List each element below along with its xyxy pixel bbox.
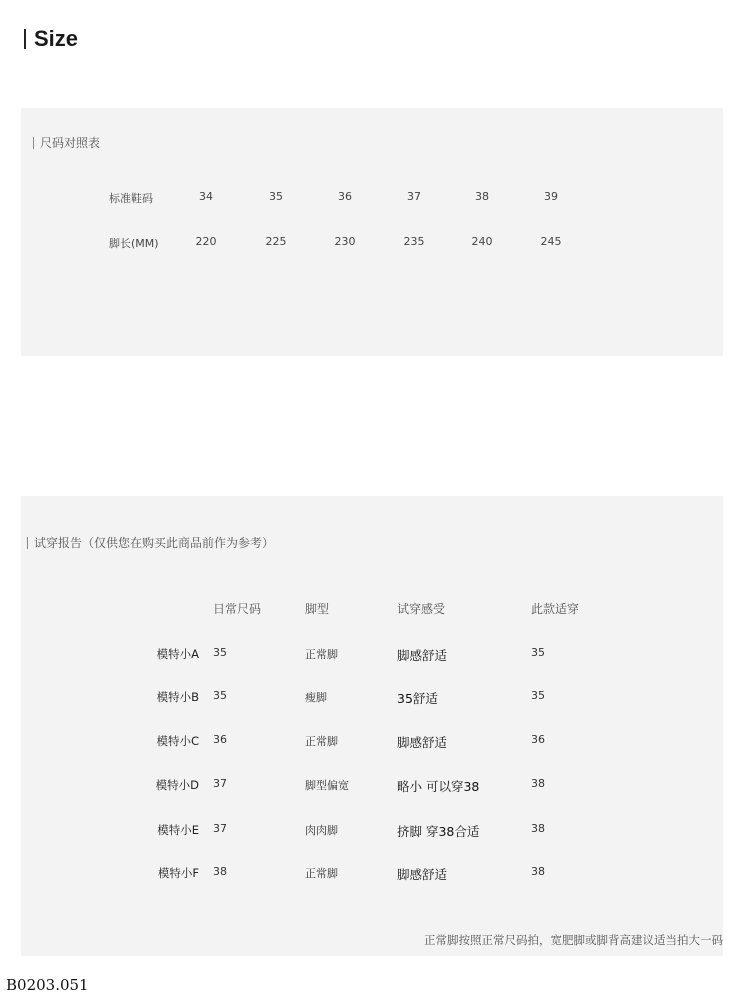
size-cell: 235 bbox=[403, 235, 425, 248]
table-row bbox=[21, 777, 723, 795]
product-code: B0203.051 bbox=[0, 970, 118, 1000]
trial-report-title-text: 试穿报告（仅供您在购买此商品前作为参考） bbox=[34, 536, 275, 550]
daily-size: 35 bbox=[213, 646, 227, 659]
sizing-footnote: 正常脚按照正常尺码拍，宽肥脚或脚背高建议适当拍大一码 bbox=[424, 933, 723, 947]
trial-report-header-row bbox=[21, 600, 723, 616]
column-header: 此款适穿 bbox=[531, 602, 580, 616]
model-name: 模特小A bbox=[156, 647, 199, 661]
size-cell: 34 bbox=[199, 190, 213, 203]
fit-feeling: 略小 可以穿38 bbox=[397, 779, 480, 794]
header-accent-bar bbox=[24, 29, 26, 49]
page-title: Size bbox=[34, 26, 79, 51]
size-cell: 225 bbox=[265, 235, 287, 248]
fit-feeling: 挤脚 穿38合适 bbox=[397, 824, 480, 839]
size-row-standard bbox=[21, 190, 723, 206]
fit-feeling: 35舒适 bbox=[397, 691, 438, 706]
recommended-size: 35 bbox=[531, 689, 545, 702]
fit-feeling: 脚感舒适 bbox=[397, 867, 448, 882]
foot-type: 瘦脚 bbox=[305, 691, 327, 704]
recommended-size: 38 bbox=[531, 865, 545, 878]
size-cell: 38 bbox=[475, 190, 489, 203]
table-row bbox=[21, 689, 723, 707]
daily-size: 36 bbox=[213, 733, 227, 746]
size-cell: 240 bbox=[471, 235, 493, 248]
table-row bbox=[21, 646, 723, 664]
daily-size: 35 bbox=[213, 689, 227, 702]
page-header bbox=[24, 26, 78, 52]
size-cell: 36 bbox=[338, 190, 352, 203]
fit-feeling: 脚感舒适 bbox=[397, 735, 448, 750]
size-row-label: 标准鞋码 bbox=[109, 192, 153, 205]
size-cell: 245 bbox=[540, 235, 562, 248]
recommended-size: 35 bbox=[531, 646, 545, 659]
column-header: 日常尺码 bbox=[213, 602, 262, 616]
fit-feeling: 脚感舒适 bbox=[397, 648, 448, 663]
size-chart-panel bbox=[21, 108, 723, 356]
size-row-label: 脚长(MM) bbox=[109, 237, 159, 250]
model-name: 模特小D bbox=[155, 778, 199, 792]
foot-type: 正常脚 bbox=[305, 735, 338, 748]
table-row bbox=[21, 822, 723, 840]
column-header: 试穿感受 bbox=[397, 602, 446, 616]
column-header: 脚型 bbox=[305, 602, 330, 616]
section-accent-bar bbox=[33, 137, 34, 149]
recommended-size: 38 bbox=[531, 822, 545, 835]
section-accent-bar bbox=[27, 537, 28, 549]
recommended-size: 36 bbox=[531, 733, 545, 746]
foot-type: 正常脚 bbox=[305, 648, 338, 661]
table-row bbox=[21, 733, 723, 751]
size-cell: 220 bbox=[195, 235, 217, 248]
foot-type: 正常脚 bbox=[305, 867, 338, 880]
daily-size: 37 bbox=[213, 777, 227, 790]
model-name: 模特小E bbox=[157, 823, 199, 837]
foot-type: 脚型偏宽 bbox=[305, 779, 349, 792]
model-name: 模特小F bbox=[157, 866, 199, 880]
foot-type: 肉肉脚 bbox=[305, 824, 338, 837]
recommended-size: 38 bbox=[531, 777, 545, 790]
size-row-foot-length bbox=[21, 235, 723, 251]
daily-size: 37 bbox=[213, 822, 227, 835]
size-cell: 37 bbox=[407, 190, 421, 203]
size-chart-title-text: 尺码对照表 bbox=[40, 136, 101, 150]
size-cell: 39 bbox=[544, 190, 558, 203]
size-cell: 35 bbox=[269, 190, 283, 203]
table-row bbox=[21, 865, 723, 883]
size-cell: 230 bbox=[334, 235, 356, 248]
model-name: 模特小C bbox=[156, 734, 199, 748]
model-name: 模特小B bbox=[156, 690, 199, 704]
trial-report-title bbox=[27, 534, 274, 551]
trial-report-panel bbox=[21, 496, 723, 956]
daily-size: 38 bbox=[213, 865, 227, 878]
size-chart-title bbox=[33, 134, 100, 151]
